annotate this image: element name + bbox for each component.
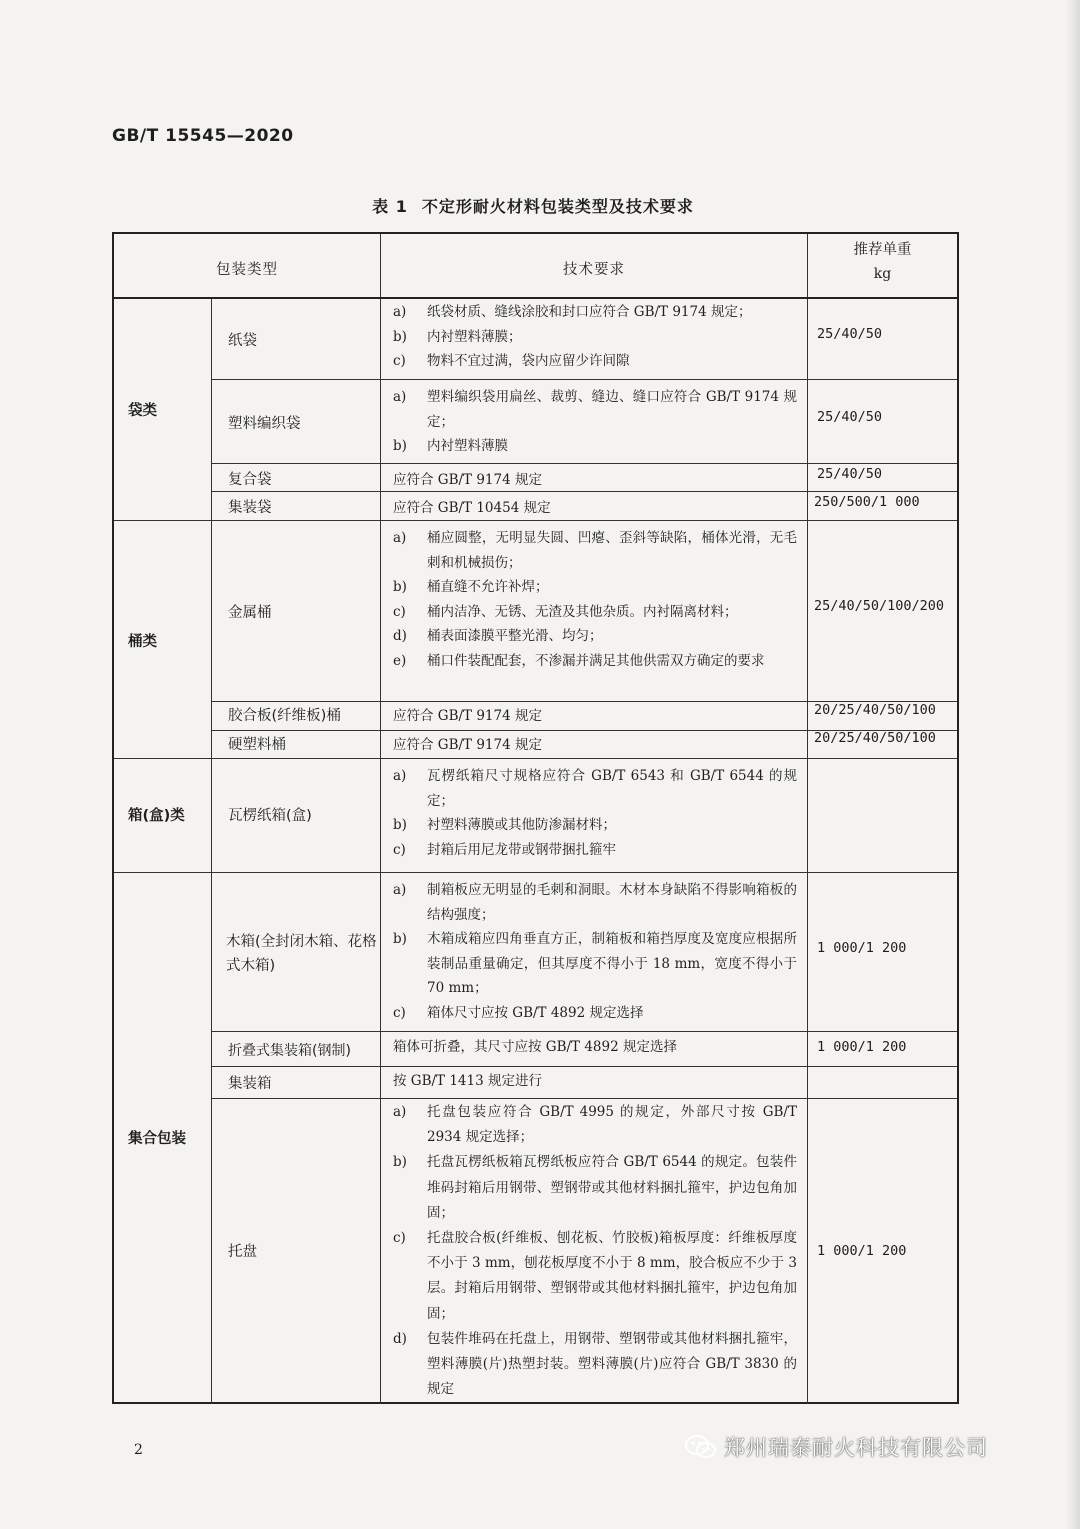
requirements-pallet: a) 托盘包装应符合 GB/T 4995 的规定，外部尺寸按 GB/T 2934 规定选择； b) 托盘瓦楞纸板箱瓦楞纸板应符合 GB/T 6544 的规定。包装件堆码封箱后用钢带、塑钢带或其他材料捆扎箍牢，护边包角加固； c) 托盘胶合板(纤维板、刨花板、竹胶板)箱板厚度：纤维板厚度不小于 3 mm，刨花板厚度不小于 8 mm，胶合板应不少于 3 层。封箱后用钢带、塑钢带或其他材料捆扎箍牢，护边包角加固； d) 包装件堆码在托盘上，用钢带、塑钢带或其他材料捆扎箍牢，塑料薄膜(片)热塑封装。塑料薄膜(片)应符合 GB/T 3830 的规定 [393,1104,797,1398]
weight-metal-drum: 25/40/50/100/200 [814,598,945,614]
header-weight-unit: kg [873,266,892,282]
type-corrugated-box: 瓦楞纸箱(盒) [228,808,312,824]
requirements-container: 按 GB/T 1413 规定进行 [393,1073,542,1089]
weight-composite-bag: 25/40/50 [817,466,883,482]
type-plastic-drum: 硬塑料桶 [228,737,286,753]
type-pallet: 托盘 [228,1244,257,1260]
page-number: 2 [134,1442,143,1458]
type-container: 集装箱 [228,1076,272,1092]
weight-fibreboard-drum: 20/25/40/50/100 [814,702,936,718]
requirements-paper-bag: a) 纸袋材质、缝线涂胶和封口应符合 GB/T 9174 规定； b) 内衬塑料薄膜； c) 物料不宜过满，袋内应留少许间隙 [393,304,752,369]
table-title-text: 不定形耐火材料包装类型及技术要求 [421,197,694,216]
header-package-type: 包装类型 [216,262,278,278]
category-bags: 袋类 [128,403,157,419]
wechat-icon [684,1434,718,1460]
type-bulk-bag: 集装袋 [228,500,272,516]
header-requirements: 技术要求 [563,262,625,278]
requirements-plastic-drum: 应符合 GB/T 9174 规定 [393,737,542,753]
requirements-bulk-bag: 应符合 GB/T 10454 规定 [393,500,551,516]
type-paper-bag: 纸袋 [228,333,257,349]
weight-paper-bag: 25/40/50 [817,326,883,342]
header-weight: 推荐单重 [853,242,912,258]
weight-woven-bag: 25/40/50 [817,409,883,425]
requirements-wooden-box: a) 制箱板应无明显的毛刺和洞眼。木材本身缺陷不得影响箱板的结构强度； b) 木箱成箱应四角垂直方正，制箱板和箱挡厚度及宽度应根据所装制品重量确定，但其厚度不得小于 18 mm，宽度不得小于 70 mm； c) 箱体尺寸应按 GB/T 4892 规定选择 [393,882,797,1021]
table-label: 表 1 [372,197,408,216]
watermark [684,1432,988,1462]
requirements-metal-drum: a) 桶应圆整，无明显失圆、凹瘪、歪斜等缺陷，桶体光滑，无毛刺和机械损伤； b) 桶直缝不允许补焊； c) 桶内洁净、无锈、无渣及其他杂质。内衬隔离材料； d) 桶表面漆膜平整光滑、均匀； e) 桶口件装配配套，不渗漏并满足其他供需双方确定的要求 [393,530,797,669]
type-wooden-box: 木箱(全封闭木箱、花格式木箱) [226,934,377,974]
category-drums: 桶类 [128,634,157,650]
weight-pallet: 1 000/1 200 [817,1243,907,1259]
requirements-folding-container: 箱体可折叠，其尺寸应按 GB/T 4892 规定选择 [393,1039,677,1055]
requirements-woven-bag: a) 塑料编织袋用扁丝、裁剪、缝边、缝口应符合 GB/T 9174 规定； b) 内衬塑料薄膜 [393,389,797,454]
table-title [0,194,1080,217]
watermark-text: 郑州瑞泰耐火科技有限公司 [724,1436,988,1460]
weight-plastic-drum: 20/25/40/50/100 [814,730,936,746]
requirements-corrugated-box: a) 瓦楞纸箱尺寸规格应符合 GB/T 6543 和 GB/T 6544 的规定； b) 衬塑料薄膜或其他防渗漏材料； c) 封箱后用尼龙带或钢带捆扎箍牢 [393,768,797,858]
type-folding-container: 折叠式集装箱(钢制) [228,1043,351,1059]
type-metal-drum: 金属桶 [228,605,272,621]
standard-number: GB/T 15545—2020 [112,126,294,146]
weight-folding-container: 1 000/1 200 [817,1039,907,1055]
requirements-composite-bag: 应符合 GB/T 9174 规定 [393,472,542,488]
requirements-fibreboard-drum: 应符合 GB/T 9174 规定 [393,708,542,724]
weight-bulk-bag: 250/500/1 000 [814,494,920,510]
page-edge-shadow [1066,0,1080,1529]
category-unitized: 集合包装 [128,1131,186,1147]
weight-wooden-box: 1 000/1 200 [817,940,907,956]
type-fibreboard-drum: 胶合板(纤维板)桶 [228,708,341,724]
type-composite-bag: 复合袋 [228,472,272,488]
type-woven-bag: 塑料编织袋 [228,416,301,432]
category-boxes: 箱(盒)类 [128,808,185,824]
packaging-table [112,232,959,1404]
